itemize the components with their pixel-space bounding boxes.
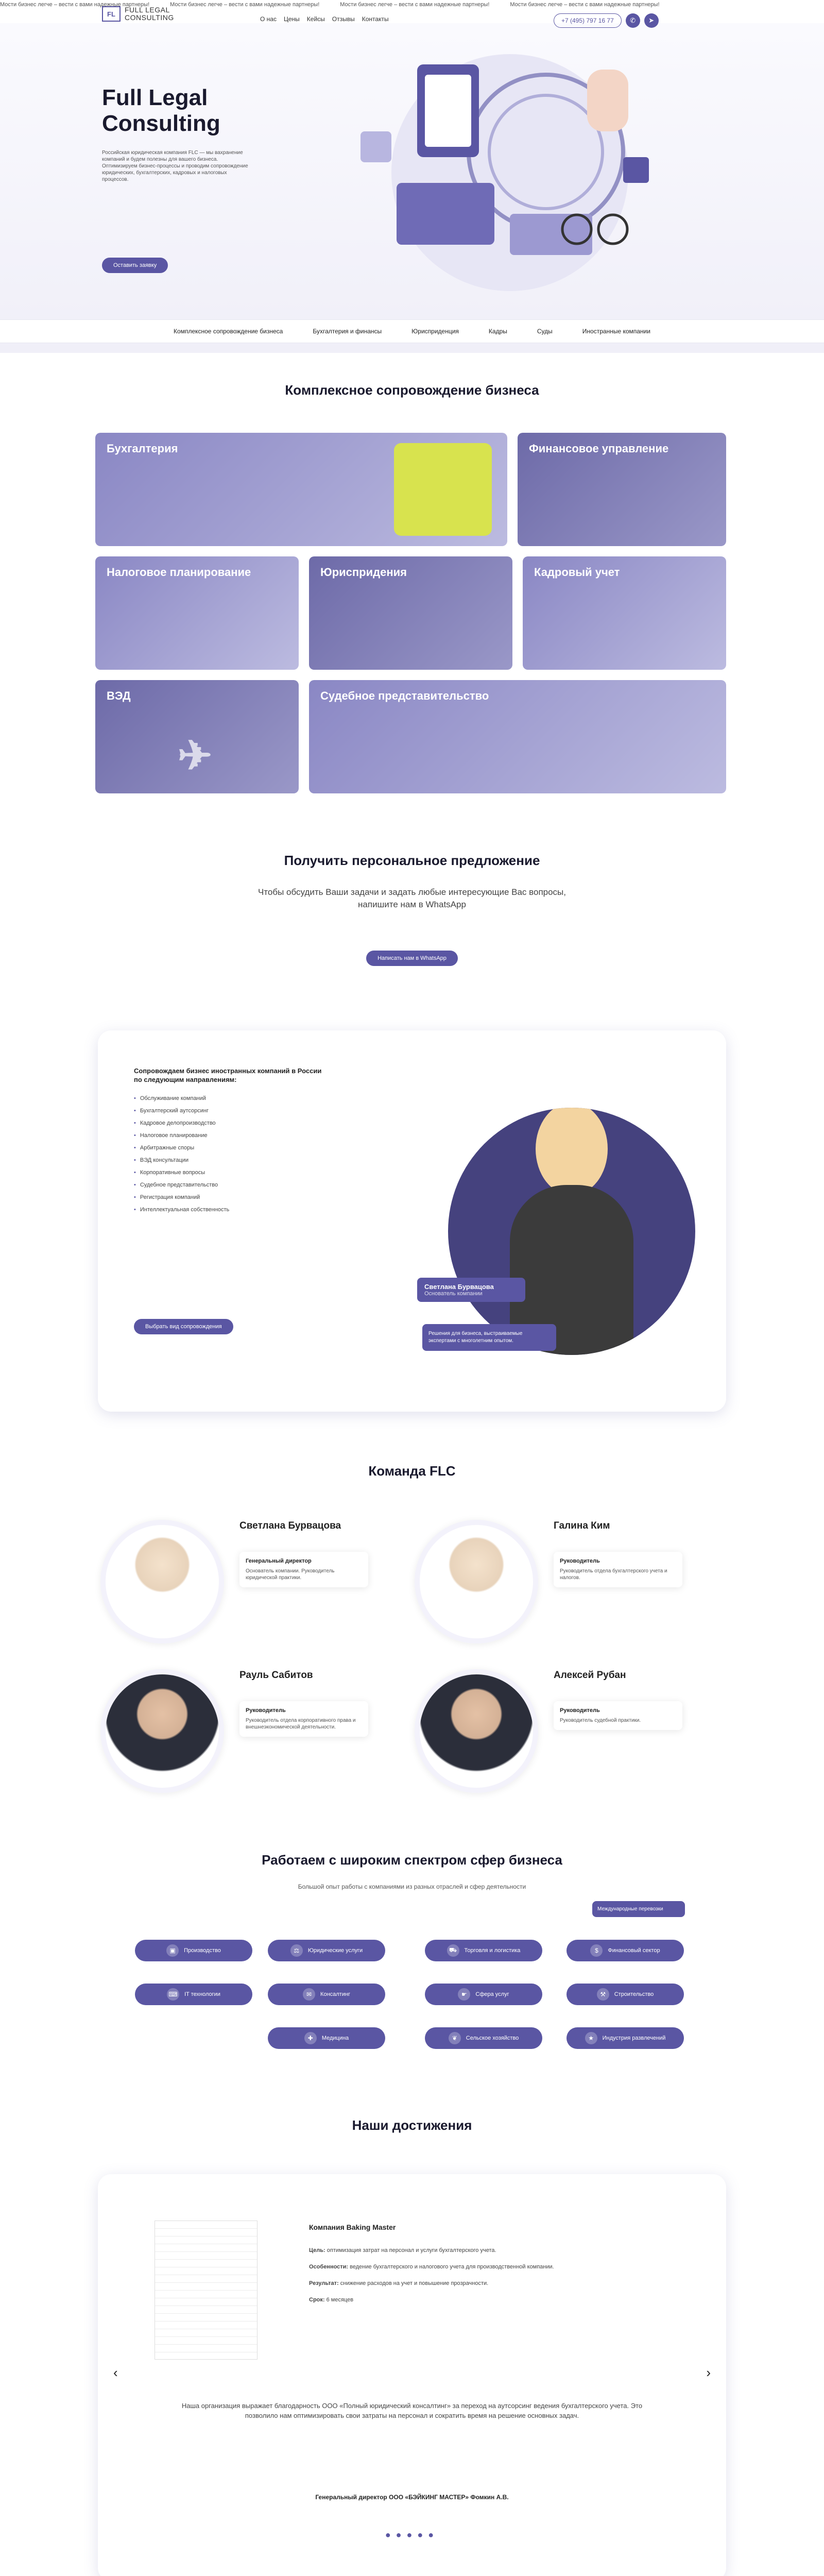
calculator-icon	[394, 443, 492, 536]
header-right	[554, 13, 659, 28]
whatsapp-button[interactable]: Написать нам в WhatsApp	[366, 951, 458, 966]
factory-icon: ▣	[166, 1944, 179, 1957]
hero-title: Full Legal Consulting	[102, 85, 220, 136]
founder-note: Решения для бизнеса, выстраиваемые экспертами с многолетним опытом.	[422, 1324, 556, 1351]
sector-agriculture[interactable]: ❦ Сельское хозяйство	[425, 2027, 542, 2049]
nav-cases[interactable]: Кейсы	[306, 15, 325, 23]
team-title: Команда FLC	[368, 1463, 456, 1479]
team-member-3: Рауль Сабитов Руководитель Руководитель отдела корпоративного права и внешнеэкономической деятельности.	[100, 1669, 389, 1793]
tile-law[interactable]: Юриспридения	[309, 556, 512, 670]
offer-title: Получить персональное предложение	[284, 853, 540, 868]
team-member-1: Светлана Бурвацова Генеральный директор Основатель компании. Руководитель юридической практики.	[100, 1520, 389, 1643]
sectors-title: Работаем с широким спектром сфер бизнеса	[262, 1852, 562, 1868]
hero-illustration	[340, 28, 659, 317]
hero-request-button[interactable]: Оставить заявку	[102, 258, 168, 273]
crane-icon: ⚒	[597, 1988, 609, 2001]
logo-text: FULL LEGAL CONSULTING	[125, 6, 174, 22]
logo-mark: FL	[102, 6, 121, 22]
team-member-4: Алексей Рубан Руководитель Руководитель судебной практики.	[415, 1669, 703, 1793]
sector-legal[interactable]: ⚖ Юридические услуги	[268, 1940, 385, 1961]
sector-services[interactable]: ☛ Сфера услуг	[425, 1984, 542, 2005]
chat-icon: ✉	[303, 1988, 315, 2001]
carousel-dots: ●●●●●	[385, 2530, 439, 2540]
cross-icon: ✚	[304, 2032, 317, 2044]
coin-icon: $	[590, 1944, 603, 1957]
case-quote: Наша организация выражает благодарность ООО «Полный юридический консалтинг» за переход на аутсорсинг ведения бухгалтерского учета. Это позволило нам оптимизировать свои затраты на персонал и сократить время на решение основных задач.	[181, 2402, 643, 2419]
top-nav	[260, 15, 389, 23]
leaf-icon: ❦	[449, 2032, 461, 2044]
category-nav	[0, 319, 824, 343]
catnav-law[interactable]: Юрисприденция	[411, 328, 459, 335]
offer-text: Чтобы обсудить Ваши задачи и задать любые интересующие Вас вопросы, напишите нам в WhatsApp	[258, 887, 566, 909]
nav-prices[interactable]: Цены	[283, 15, 300, 23]
tile-court[interactable]: Судебное представительство	[309, 680, 726, 793]
logo[interactable]	[102, 6, 174, 22]
sector-entertainment[interactable]: ★ Индустрия развлечений	[566, 2027, 684, 2049]
laptop-icon: ⌨	[167, 1988, 179, 2001]
support-list: • Обслуживание компаний • Бухгалтерский аутсорсинг • Кадровое делопроизводство • Налоговое планирование • Арбитражные споры • ВЭД консультации • Корпоративные вопросы • Судебное представительство • Регистрация компаний • Интеллектуальная собственность	[134, 1092, 229, 1216]
hand-icon: ☛	[458, 1988, 470, 2001]
avatar	[100, 1669, 224, 1793]
catnav-foreign[interactable]: Иностранные компании	[582, 328, 650, 335]
support-heading: Сопровождаем бизнес иностранных компаний в России по следующим направлениям:	[134, 1067, 322, 1083]
sector-manufacturing[interactable]: ▣ Производство	[135, 1940, 252, 1961]
catnav-hr[interactable]: Кадры	[488, 328, 507, 335]
sector-construction[interactable]: ⚒ Строительство	[566, 1984, 684, 2005]
telegram-icon[interactable]: ➤	[644, 13, 659, 28]
case-company: Компания Baking Master	[309, 2223, 396, 2231]
airplane-icon: ✈	[178, 733, 213, 778]
letter-image	[154, 2221, 258, 2360]
catnav-complex[interactable]: Комплексное сопровождение бизнеса	[174, 328, 283, 335]
tile-accounting[interactable]: Бухгалтерия	[95, 433, 507, 546]
team-member-2: Галина Ким Руководитель Руководитель отдела бухгалтерского учета и налогов.	[415, 1520, 703, 1643]
case-signature: Генеральный директор ООО «БЭЙКИНГ МАСТЕР» Фомкин А.В.	[315, 2494, 509, 2501]
support-card	[98, 1030, 726, 1412]
scales-icon: ⚖	[290, 1944, 303, 1957]
header-phone[interactable]: +7 (495) 797 16 77	[554, 13, 622, 28]
sector-it[interactable]: ⌨ IT технологии	[135, 1984, 252, 2005]
founder-badge: Светлана Бурвацова Основатель компании	[417, 1278, 525, 1302]
sector-medicine[interactable]: ✚ Медицина	[268, 2027, 385, 2049]
founder-photo	[448, 1108, 695, 1355]
tile-finance[interactable]: Финансовое управление	[518, 433, 726, 546]
whatsapp-icon[interactable]: ✆	[626, 13, 640, 28]
achievements-title: Наши достижения	[352, 2117, 472, 2133]
choose-support-button[interactable]: Выбрать вид сопровождения	[134, 1319, 233, 1334]
catnav-finance[interactable]: Бухгалтерия и финансы	[313, 328, 382, 335]
sector-trade[interactable]: ⛟ Торговля и логистика	[425, 1940, 542, 1961]
achievement-card	[98, 2174, 726, 2576]
hero-text: Российская юридическая компания FLC — мы вахранение компаний и будем полезны для вашего бизнеса. Оптимизируем бизнес-процессы и проводим сопровождение юридических, бухгалтерских, кадровых и налоговых процессов.	[102, 150, 248, 182]
nav-contacts[interactable]: Контакты	[362, 15, 389, 23]
sector-consulting[interactable]: ✉ Консалтинг	[268, 1984, 385, 2005]
sector-tooltip: Международные перевозки	[592, 1901, 685, 1917]
avatar	[100, 1520, 224, 1643]
catnav-courts[interactable]: Суды	[537, 328, 553, 335]
nav-reviews[interactable]: Отзывы	[332, 15, 355, 23]
sectors-subtitle: Большой опыт работы с компаниями из разных отраслей и сфер деятельности	[298, 1883, 526, 1890]
tile-ved[interactable]: ВЭД ✈	[95, 680, 299, 793]
avatar	[415, 1669, 538, 1793]
next-arrow-icon[interactable]: ›	[706, 2365, 711, 2380]
services-title: Комплексное сопровождение бизнеса	[285, 382, 539, 398]
truck-icon: ⛟	[447, 1944, 459, 1957]
sector-finance[interactable]: $ Финансовый сектор	[566, 1940, 684, 1961]
prev-arrow-icon[interactable]: ‹	[113, 2365, 118, 2380]
case-fields: Цель: оптимизация затрат на персонал и услуги бухгалтерского учета. Особенности: ведение бухгалтерского и налогового учета для производственной компании. Результат: снижение расходов на учет и повышение прозрачности. Срок: 6 месяцев	[309, 2247, 554, 2303]
top-tagline: Мости бизнес легче – вести с вами надежные партнеры! Мости бизнес легче – вести с вами надежные партнеры! Мости бизнес легче – вести с вами надежные партнеры! Мости бизнес легче – вести с вами надежные партнеры!	[0, 2, 660, 8]
services-grid	[95, 433, 726, 804]
star-icon: ★	[585, 2032, 597, 2044]
hero-section	[0, 23, 824, 353]
avatar	[415, 1520, 538, 1643]
nav-about[interactable]: О нас	[260, 15, 277, 23]
tile-hr[interactable]: Кадровый учет	[523, 556, 726, 670]
tile-tax[interactable]: Налоговое планирование	[95, 556, 299, 670]
